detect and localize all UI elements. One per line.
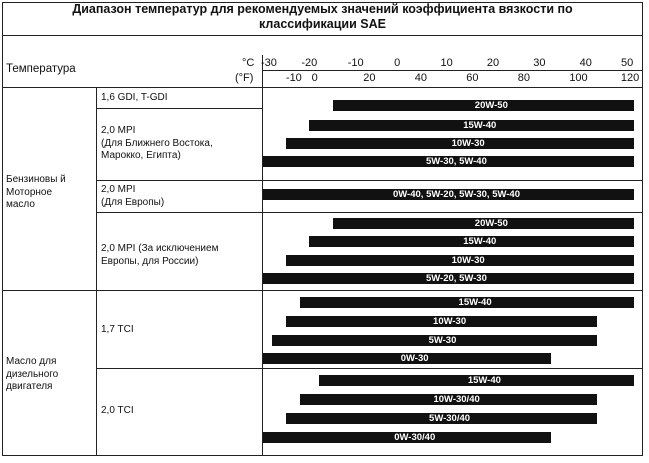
engine-mpi-eu-line-2: (Для Европы): [101, 196, 165, 208]
celsius-tick-label: -30: [261, 57, 277, 69]
celsius-tick-label: 30: [533, 57, 546, 69]
viscosity-bar: [272, 335, 597, 346]
temperature-label: Температура: [6, 63, 76, 75]
engine-label-mpi-middle-east: [101, 125, 213, 163]
engine-mpi-me-line-2: (Для Ближнего Востока,: [101, 137, 213, 149]
fahrenheit-tick-label: 120: [620, 72, 640, 84]
viscosity-bar: [286, 138, 634, 149]
petrol-line-3: масло: [6, 199, 35, 210]
engine-mpi-ru-line-1: 2,0 MPI (За исключением: [101, 243, 219, 254]
table-title: [0, 2, 645, 32]
celsius-tick-label: 40: [579, 57, 592, 69]
petrol-group-label: [6, 174, 66, 212]
divider: [96, 212, 643, 213]
fahrenheit-tick-label: 100: [569, 72, 588, 84]
viscosity-grade-label: 10W-30: [451, 255, 485, 266]
celsius-tick-label: 10: [440, 57, 453, 69]
engine-mpi-me-line-1: 2,0 MPI: [101, 125, 136, 136]
viscosity-grade-label: 10W-30: [433, 316, 467, 327]
divider: [96, 108, 262, 109]
divider: [96, 368, 643, 369]
fahrenheit-unit: (°F): [235, 72, 254, 84]
viscosity-grade-label: 15W-40: [467, 375, 501, 386]
viscosity-grade-label: 5W-30/40: [429, 413, 471, 424]
engine-gdi-line-1: 1,6 GDI, T-GDI: [101, 92, 168, 103]
viscosity-bar: [286, 413, 597, 424]
diesel-line-1: Масло для: [6, 356, 57, 367]
viscosity-grade-label: 20W-50: [474, 100, 508, 111]
viscosity-grade-label: 15W-40: [463, 236, 497, 247]
axis-divider: [262, 55, 263, 456]
viscosity-bar: [333, 100, 634, 111]
engine-label-gdi: [101, 92, 168, 105]
viscosity-grade-label: 20W-50: [474, 218, 508, 229]
engine-label-tci-20: [101, 405, 134, 418]
celsius-tick-label: 50: [621, 57, 634, 69]
petrol-line-1: Бензиновы й: [6, 174, 66, 185]
celsius-tick-label: -20: [301, 57, 318, 69]
viscosity-bar: [286, 316, 597, 327]
celsius-unit: °C: [242, 57, 255, 69]
viscosity-bar: [263, 273, 634, 284]
diesel-line-2: дизельного: [6, 368, 59, 380]
title-line-2: классификации SAE: [259, 17, 386, 31]
fahrenheit-tick-label: 0: [311, 72, 318, 84]
engine-label-mpi-russia: [101, 243, 218, 268]
viscosity-bar: [300, 297, 634, 308]
fahrenheit-tick-label: 40: [414, 72, 427, 84]
title-line-1: Диапазон температур для рекомендуемых значений коэффициента вязкости по: [72, 2, 573, 16]
viscosity-grade-label: 5W-20, 5W-30: [426, 273, 487, 284]
viscosity-bar: [286, 255, 634, 266]
engine-mpi-me-line-3: Марокко, Египта): [101, 150, 181, 161]
celsius-tick-label: -10: [347, 57, 364, 69]
fahrenheit-tick-label: 60: [466, 72, 479, 84]
diesel-line-3: двигателя: [6, 381, 53, 392]
petrol-line-2: Моторное: [6, 186, 53, 198]
engine-tci20-line-1: 2,0 TCI: [101, 405, 134, 416]
divider: [2, 290, 643, 291]
viscosity-grade-label: 5W-30, 5W-40: [426, 156, 487, 167]
viscosity-grade-label: 15W-40: [458, 297, 492, 308]
engine-tci17-line-1: 1,7 TCI: [101, 324, 134, 335]
viscosity-grade-label: 10W-30: [451, 138, 485, 149]
engine-mpi-eu-line-1: 2,0 MPI: [101, 184, 136, 195]
divider: [2, 35, 643, 36]
axis-line: [262, 70, 643, 71]
divider: [96, 180, 643, 181]
fahrenheit-tick-label: 80: [517, 72, 531, 84]
viscosity-grade-label: 5W-30: [428, 335, 457, 346]
divider: [2, 87, 643, 88]
engine-label-tci-17: [101, 324, 134, 337]
viscosity-grade-label: 15W-40: [463, 120, 497, 131]
viscosity-bar: [333, 218, 634, 229]
celsius-tick-label: 20: [486, 57, 500, 69]
engine-label-mpi-europe: [101, 184, 164, 209]
fahrenheit-tick-label: -10: [285, 72, 302, 84]
viscosity-grade-label: 10W-30/40: [433, 394, 480, 405]
viscosity-grade-label: 0W-30: [400, 353, 429, 364]
viscosity-bar: [263, 432, 551, 443]
diesel-group-label: [6, 356, 58, 394]
celsius-tick-label: 0: [394, 57, 401, 69]
viscosity-bar: [309, 120, 634, 131]
column-divider: [96, 88, 97, 456]
engine-mpi-ru-line-2: Европы, для России): [101, 255, 199, 267]
fahrenheit-tick-label: 20: [363, 72, 376, 84]
viscosity-grade-label: 0W-40, 5W-20, 5W-30, 5W-40: [393, 189, 520, 200]
viscosity-bar: [300, 394, 597, 405]
viscosity-bar: [263, 189, 634, 200]
viscosity-bar: [263, 353, 551, 364]
viscosity-bar: [309, 236, 634, 247]
viscosity-bar: [263, 156, 634, 167]
viscosity-bar: [319, 375, 634, 386]
viscosity-grade-label: 0W-30/40: [394, 432, 436, 443]
